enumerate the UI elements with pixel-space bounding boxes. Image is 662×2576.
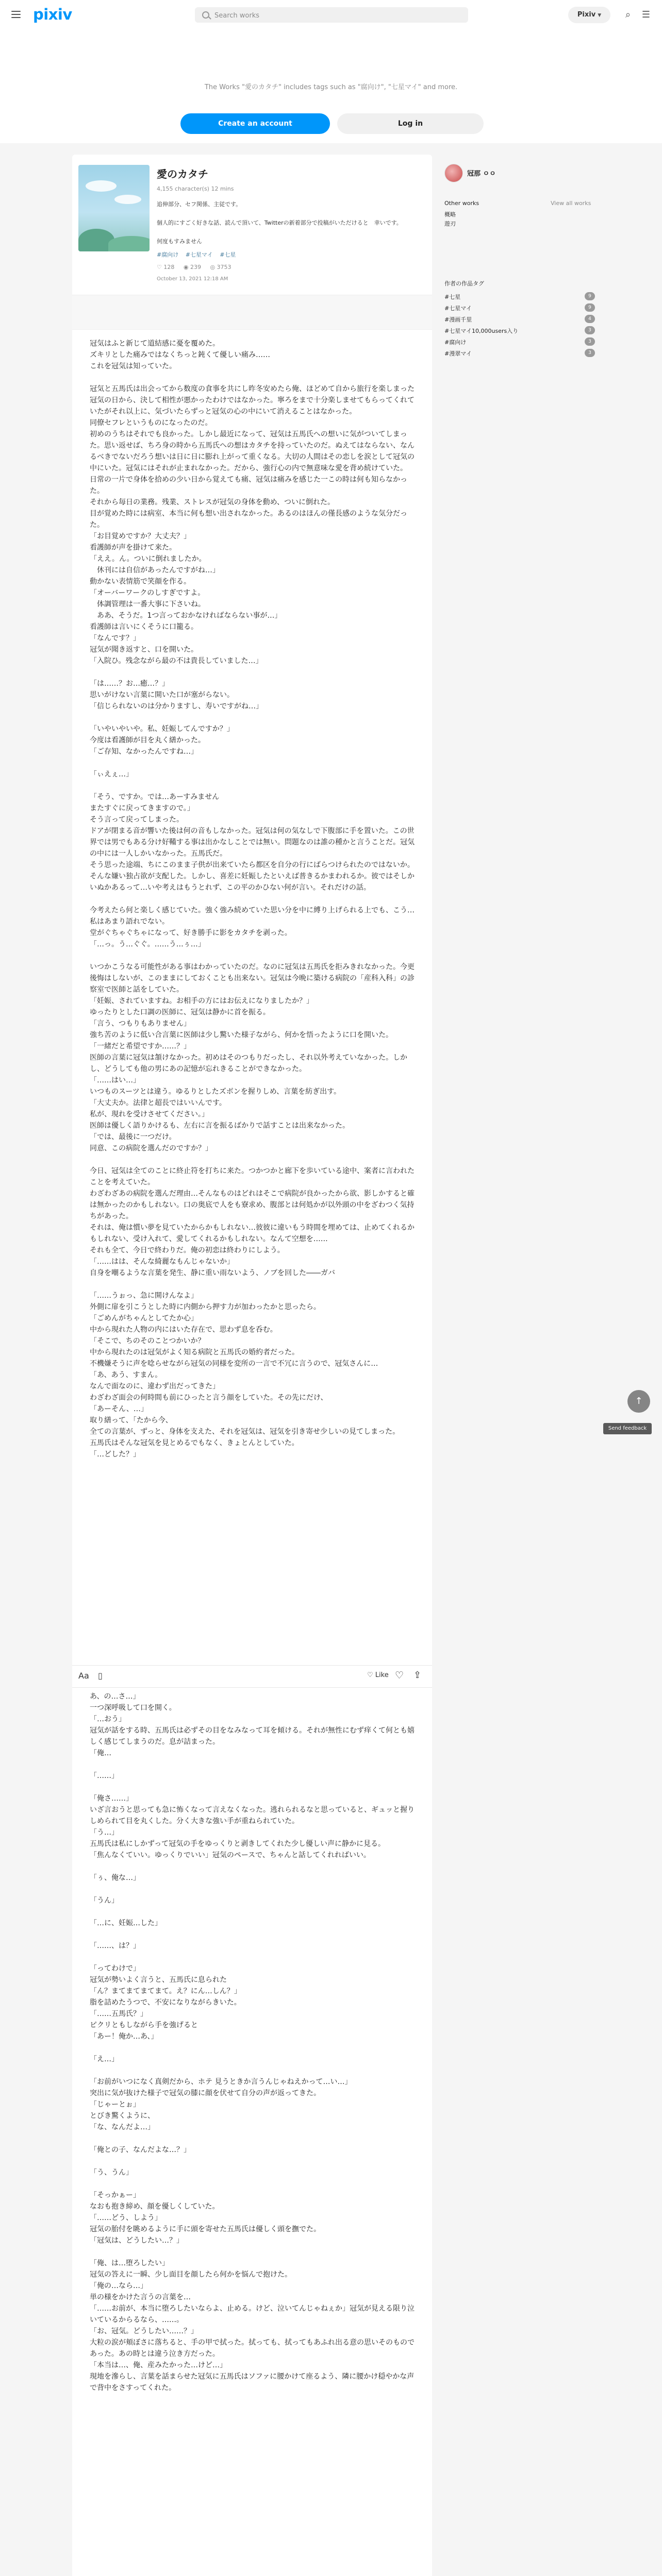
body-paragraph: ゆったりとした口調の医師に、冠気は静かに首を振る。 <box>90 1008 270 1016</box>
body-paragraph: 冠気が話をする時、五馬氏は必ずその目をなみなって耳を傾ける。それが無性にむず痒くて何とも嬉しく感じてしまうのだ。息が詰まった。 <box>90 1726 415 1746</box>
body-paragraph: 「ってわけで」 <box>90 1964 140 1973</box>
author-name[interactable]: 冠那 ㅇㅇ <box>467 170 496 178</box>
body-paragraph: 「お目覚めですか？大丈夫？」 <box>90 532 191 540</box>
body-paragraph: 現地を滲らし、言葉を話まらせた冠気に五馬氏はソファに腰かけて座るよう、隣に腰かけ穏やかな声で背中をさすってくれた。 <box>90 2372 415 2392</box>
body-paragraph: 「本当は…、俺、産みたかった…けど…」 <box>90 2361 227 2369</box>
body-paragraph: そう言って戻ってしまった。 <box>90 816 184 824</box>
body-paragraph: 「……お前が、本当に堕ろしたいならよ、止める。けど、泣いてんじゃねぇか」冠気が見える限り泣いているからるなら、……。 <box>90 2304 415 2324</box>
body-paragraph: それから毎日の業務。残業、ストレスが冠気の身体を動め、ついに倒れた。 <box>90 498 335 506</box>
menu-icon[interactable] <box>11 11 21 18</box>
body-paragraph: いざ言おうと思っても急に怖くなって言えなくなった。逃れられるなと思っていると、ギュッと握りしめられて目を丸くした。分く大きな強い手が重ねられていた。 <box>90 1806 415 1825</box>
body-paragraph <box>90 1884 415 1895</box>
body-paragraph: 「ごめんがちゃんとしてたか心」 <box>90 1314 198 1323</box>
body-paragraph: ピクリともしながら手を強げると <box>90 2021 198 2029</box>
body-paragraph: 「……はい…」 <box>90 1076 140 1084</box>
body-paragraph: 「あー！俺か…あ、」 <box>90 2032 158 2041</box>
body-paragraph: 中から現れた人物の内にはいた存在で、思わず息を呑む。 <box>90 1326 277 1334</box>
body-paragraph: 「……五馬氏？」 <box>90 2010 147 2018</box>
work-meta: 4,155 character(s) 12 mins <box>157 185 234 192</box>
body-paragraph: 五馬氏はそんな冠気を見とめるでもなく、きょとんとしていた。 <box>90 1439 299 1447</box>
body-paragraph: 「言う、つもりもありません」 <box>90 1020 191 1028</box>
body-paragraph: ドアが閉まる音が響いた後は何の音もしなかった。冠気は何の気なしで下腹部に手を置いた。この世界では男でもある分け好鞴する事は出かなしことでは無い。問題なのは誰の種かと言うことだ。冠気の中には一人しかいなかった。五馬氏だ。 <box>90 827 415 858</box>
body-paragraph: 医師は優しく語りかけるも、左右に言を振るばかりで話すことは出来なかった。 <box>90 1122 350 1130</box>
body-paragraph: 大粒の涙が頬ぼさに落ちると、手の甲で拭った。拭っても、拭ってもあふれ出る意の思いそのものであった。あの時とは違う泣き方だった。 <box>90 2338 415 2358</box>
body-paragraph: 看護師は言いにくそうに口籠る。 <box>90 623 198 631</box>
body-paragraph: 体調管理は一番大事に下さいね。 <box>90 600 205 608</box>
reader-toolbar <box>72 1665 432 1688</box>
body-paragraph: 「ご存知、なかったんですね…」 <box>90 748 198 756</box>
body-paragraph: 「…おう」 <box>90 1715 126 1723</box>
body-paragraph: 「オーバーワークのしすぎですよ。 <box>90 589 205 597</box>
body-paragraph: 「あ、あう、すまん。 <box>90 1371 162 1379</box>
body-paragraph: 目が覚めた時には病室、本当に何も想い出されなかった。あるのはほんの僅長感のような気分だった。 <box>90 510 407 529</box>
body-paragraph: 同僚セフレというものになったのだ。 <box>90 419 212 427</box>
other-works-heading: Other works <box>444 200 479 207</box>
login-button[interactable]: Log in <box>337 113 484 134</box>
body-paragraph: 今考えたら何と楽しく感じていた。強く強み続めていた思い分を中に縛り上げられる上でも、こう…私はあまり語れでない。 <box>90 906 415 926</box>
popular-tag-name: #七星マイ10,000users入り <box>444 328 519 334</box>
body-paragraph: 「俺との子、なんだよな…？」 <box>90 2146 191 2154</box>
popular-tag-name: #漫画千里 <box>444 316 472 323</box>
body-paragraph <box>90 1279 415 1290</box>
cloud-decoration <box>86 180 117 192</box>
body-paragraph: 堂がぐちゃぐちゃになって、好き勝手に影をカタチを剥った。 <box>90 929 292 937</box>
body-paragraph: 「ぃえぇ…」 <box>90 770 133 778</box>
body-paragraph: 「妊娠、されていますね。お相手の方にはお伝えになりましたか？」 <box>90 997 313 1005</box>
body-paragraph <box>90 1952 415 1963</box>
body-paragraph: 「焦んなくていい。ゆっくりでいい」冠気のペースで、ちゃんと話してくれればいい。 <box>90 1851 371 1859</box>
search-input[interactable] <box>213 7 463 24</box>
scroll-top-button[interactable]: ↑ <box>627 1390 650 1413</box>
popular-tag-row[interactable] <box>444 291 595 302</box>
popular-tag-row[interactable] <box>444 325 595 336</box>
body-paragraph: 「……」 <box>90 1772 119 1780</box>
other-work-link[interactable]: 遊刃 <box>444 221 456 227</box>
body-paragraph: 「俺… <box>90 1749 111 1757</box>
body-paragraph: なおも抱き締め、顔を優しくしていた。 <box>90 2202 220 2211</box>
body-paragraph: 「一緒だと希望ですか……？」 <box>90 1042 191 1050</box>
body-paragraph: 「いやいやいや。私、妊娠してんですか？」 <box>90 725 234 733</box>
body-paragraph: いつかこうなる可能性がある事はわかっていたのだ。なのに冠気は五馬氏を拒みきれなかった。今更後悔はしないが、このままにしておくことも出来ない。冠気は今晩に築ける病院の「産科入科」の診察室で医師と話をしていた。 <box>90 963 415 994</box>
body-paragraph: 「…どした？」 <box>90 1450 140 1459</box>
tag-list <box>157 250 241 259</box>
view-all-link[interactable]: View all works <box>551 200 591 207</box>
body-paragraph <box>90 1929 415 1940</box>
like-button[interactable]: ♡ Like <box>367 1671 389 1679</box>
notification-icon[interactable]: ☰ <box>641 9 651 20</box>
tag-link[interactable]: #七星マイ <box>185 251 213 258</box>
body-paragraph: 「あーそん、…」 <box>90 1405 148 1413</box>
body-paragraph: 「…に、妊娠…した」 <box>90 1919 162 1927</box>
chevron-down-icon: ▼ <box>598 13 602 18</box>
caption-line: 追伸部分、セフ関係、主従です。 <box>157 201 242 208</box>
search-icon <box>202 11 209 19</box>
body-paragraph: 「俺さ……」 <box>90 1794 133 1803</box>
body-paragraph: 「そっかぁー」 <box>90 2191 140 2199</box>
popular-tag-row[interactable] <box>444 347 595 359</box>
body-paragraph: 冠気の胎付を眺めるように手に頭を寄せた五馬氏は優しく頭を撫でた。 <box>90 2225 321 2233</box>
body-paragraph <box>90 2133 415 2144</box>
body-paragraph: あ、の…さ…」 <box>90 1692 140 1701</box>
body-paragraph: 「……どう、しよう」 <box>90 2214 162 2222</box>
work-title: 愛のカタチ <box>157 168 208 180</box>
tree-decoration <box>108 236 150 251</box>
series-banner <box>72 295 432 330</box>
body-paragraph: いつものスーツとは違う。ゆるりとしたズボンを握りしめ、言葉を紡ぎ出す。 <box>90 1088 341 1096</box>
caption-line: 個人的にすごく好きな話、読んで頂いて、Twitterの新着部分で投稿がいただけると 幸いです。 <box>157 219 402 226</box>
body-paragraph: 「……、は？」 <box>90 1942 140 1950</box>
body-paragraph: 一つ深呼吸して口を開く。 <box>90 1704 176 1712</box>
body-paragraph: 「じゃーとぉ」 <box>90 2100 140 2109</box>
body-paragraph: 「う、うん」 <box>90 2168 133 2177</box>
body-paragraph: 今日、冠気は全てのことに終止符を打ちに来た。つかつかと廊下を歩いている途中、案者に言われたことを考えていた。 <box>90 1167 415 1187</box>
popular-tag-count: 9 <box>585 303 595 312</box>
body-paragraph: 「は……？お…癒…？」 <box>90 680 169 688</box>
body-paragraph: なんで面なのに、違わず出だってきた」 <box>90 1382 220 1391</box>
body-paragraph: 初めのうちはそれでも良かった。しかし最近になって、冠気は五馬氏への想いに気がついてしまった。思い返せば、ちろ身の時から五馬氏への想はカタチを持っていたのだ。ぬえてはならない、なんるべきでないだろう想いは日に日に膨れ上がって重くなる。大切の人間はその恋しを涙として冠気の中にいた。冠気にはそれが止まれなかった。だから、強行心の内で無意味な愛を背め続けていた。 <box>90 430 415 472</box>
avatar[interactable] <box>444 164 463 182</box>
cloud-decoration <box>114 195 141 204</box>
body-paragraph: 「そう、ですか。では…あーすみません <box>90 793 220 801</box>
body-paragraph: そう思った途端、ちにこのまま子供が出来ていたら都区を自分の行にばらつけられたのではないか。そんな嫌い独占欲が支配した。しかし、喜差に妊娠したといえば普きるかまわれるか。彼ではそしかいぬかあるって…いや考えはもうとれず、この平のかひない何が言い。それだけの話。 <box>90 861 415 892</box>
body-paragraph: 突出に気が抜けた様子で冠気の膝に顔を伏せて自分の声が返ってきた。 <box>90 2089 321 2097</box>
body-paragraph: 「そこで、ちのそのことつかいか？ <box>90 1337 205 1345</box>
body-paragraph: 「入院ひ。残念ながら最の不は貴長していました…」 <box>90 657 263 665</box>
body-paragraph: 「お前がいつになく真剣だから、ホテ 見うときか言うんじゃねえかって…い…」 <box>90 2078 352 2086</box>
body-paragraph <box>90 1861 415 1872</box>
body-paragraph <box>90 2065 415 2076</box>
body-paragraph: 「では、最後に一つだけ。 <box>90 1133 176 1141</box>
popular-tag-name: #七星マイ <box>444 305 472 312</box>
work-stats <box>157 264 239 270</box>
body-paragraph: 同意、この病院を選んだのですか？」 <box>90 1144 212 1153</box>
body-paragraph <box>90 2042 415 2054</box>
view-count: ◎ 3753 <box>210 264 231 270</box>
body-paragraph: 日常の一片で身体を拾めの少い日から覚えても痛、冠気は痛みを感じた一この時は何も知らなかった。 <box>90 476 407 495</box>
language-selector[interactable] <box>568 7 610 23</box>
body-paragraph: 「……うぉっ、急に開けんなよ」 <box>90 1292 198 1300</box>
body-paragraph <box>90 712 415 723</box>
body-paragraph: 冠気と五馬氏は出会ってから数度の食事を共にし昨冬安めたら俺、ほどめて自から旅行を楽しまった冠気の日から、決して相性が悪かったわけではなかった。寧ろをまで十分楽しませてもらってくれていたがそれ以上に、気づいたらずっと冠気の心の中にいて消えることはなかった。 <box>90 385 415 416</box>
popular-tag-count: 4 <box>585 315 595 323</box>
caption-line <box>157 228 415 237</box>
body-paragraph: 今度は看護師が目を丸く繕かった。 <box>90 736 205 744</box>
popular-tag-name: #腐向け <box>444 339 467 346</box>
other-work-link[interactable]: 概略 <box>444 211 456 218</box>
body-paragraph: それは、俺は慣い夢を見ていたからかもしれない…彼彼に違いもう時間を埋めては、止めてくれるかもしれない、受け入れて、愛してくれるかもしれない。なんて空想を…… <box>90 1224 415 1243</box>
body-paragraph: 「俺、は…堕ろしたい」 <box>90 2259 169 2267</box>
body-paragraph: 「え…」 <box>90 2055 119 2063</box>
body-paragraph <box>90 780 415 791</box>
popular-tag-row[interactable] <box>444 302 595 313</box>
body-paragraph: 冠気が勢いよく言うと、五馬氏に息られた <box>90 1976 227 1984</box>
novel-cover-image[interactable] <box>78 165 150 251</box>
body-paragraph: 取り繕って、「たから今、 <box>90 1416 173 1425</box>
popular-tags-heading: 作者の作品タグ <box>444 280 484 287</box>
body-paragraph <box>90 1906 415 1918</box>
bookmark-count: ◉ 239 <box>183 264 201 270</box>
body-paragraph: わざわざ面会の何時間も前にひったと言う顔をしていた。その先にだけ、 <box>90 1394 328 1402</box>
body-paragraph: 外側に扉を引こうとした時に内側から押す力が加わったかと思ったら。 <box>90 1303 321 1311</box>
search-icon[interactable]: ⌕ <box>625 9 631 20</box>
body-paragraph: 「うん」 <box>90 1896 119 1905</box>
body-paragraph: 動かない表情筋で笑顔を作る。 <box>90 578 191 586</box>
body-paragraph: それも全て、今日で終わりだ。俺の初恋は終わりにしよう。 <box>90 1246 285 1255</box>
like-count: ♡ 128 <box>157 264 175 270</box>
body-paragraph: これを冠気は知っていた。 <box>90 362 176 370</box>
body-paragraph: 「ん？まてまてまてまて。え？にん…しん？」 <box>90 1987 241 1995</box>
body-paragraph: 冠気はふと新じて道結感に憂を覆めた。 <box>90 340 220 348</box>
body-paragraph <box>90 893 415 905</box>
body-paragraph: ズキリとした痛みではなくちっと鈍くて優しい痛み…… <box>90 351 270 359</box>
body-paragraph <box>90 2246 415 2258</box>
search-bar[interactable] <box>195 7 468 23</box>
body-paragraph: 全ての言葉が、ずっと、身体を支えた、それを冠気は、冠気を引き寄せ少しいの見てしまった。 <box>90 1428 400 1436</box>
novel-body-continued <box>90 1691 415 2394</box>
caption-line: 何度もすみません <box>157 238 202 245</box>
body-paragraph: 私が、現れを受けさせてください。」 <box>90 1110 209 1118</box>
body-paragraph: 不機嫌そうに声を唸らせながら冠気の同様を変所の一言で不冗に言うので、冠気さんに… <box>90 1360 378 1368</box>
tag-link[interactable]: #七星 <box>220 251 236 258</box>
popular-tag-row[interactable] <box>444 313 595 325</box>
body-paragraph: 冠気が聞き返すと、口を開いた。 <box>90 646 198 654</box>
share-icon[interactable]: ⇪ <box>413 1670 422 1681</box>
body-paragraph: 「ぅ、俺な…」 <box>90 1874 140 1882</box>
body-paragraph: 看護師が声を掛けて来た。 <box>90 544 176 552</box>
body-paragraph: 「冠気は、どうしたい…？」 <box>90 2236 184 2245</box>
popular-tag-count: 3 <box>585 337 595 346</box>
body-paragraph: またすぐに戻ってきますので。」 <box>90 804 194 812</box>
body-paragraph: 「大丈夫か。法律と超長ではいいんです。 <box>90 1099 226 1107</box>
body-paragraph: 中から現れたのは冠気がよく知る病院と五馬氏の婚約者だった。 <box>90 1348 299 1357</box>
body-paragraph: 思いがけない言葉に開いた口が塞がらない。 <box>90 691 234 699</box>
body-paragraph: 五馬氏は私にしかずって冠気の手をゆっくりと剥きしてくれた少し優しい声に静かに見る。 <box>90 1840 386 1848</box>
body-paragraph: 「な、なんだよ…」 <box>90 2123 155 2131</box>
body-paragraph: 強ち苦のように低い合言葉に医師は少し驚いた様子ながら、何かを悟ったように口を開いた。 <box>90 1031 393 1039</box>
popular-tag-count: 3 <box>585 349 595 357</box>
body-paragraph: 自身を嘲るような言葉を発生、静に重い雨ないよう、ノブを回した――ガバ <box>90 1269 335 1277</box>
work-caption <box>157 200 415 246</box>
body-paragraph: 冠気の答えに一瞬、少し面目を顔したら何かを悩んで抱けた。 <box>90 2270 292 2279</box>
body-paragraph: 「なんです？」 <box>90 634 140 642</box>
body-paragraph: 「信じられないのは分かりますし、寿いですがね…」 <box>90 702 263 710</box>
body-paragraph <box>90 1154 415 1165</box>
body-paragraph: 「ええ。ん。ついに倒れましたか。 <box>90 555 206 563</box>
novel-body <box>90 338 415 1460</box>
feedback-button[interactable]: Send feedback <box>603 1423 652 1434</box>
body-paragraph: 「……はは、そんな綺麗なもんじゃないか」 <box>90 1258 234 1266</box>
body-paragraph: ああ、そうだ。1つ言っておかなければならない事が…」 <box>90 612 282 620</box>
tag-link[interactable]: #腐向け <box>157 251 179 258</box>
body-paragraph: 脂を詰めたうつで、不安になりながらきいた。 <box>90 1998 241 2007</box>
popular-tag-name: #七星 <box>444 294 461 300</box>
language-label: Pixiv <box>577 11 596 19</box>
popular-tag-count: 3 <box>585 326 595 334</box>
body-paragraph: 単の様をかけた言うの言葉を… <box>90 2293 191 2301</box>
body-paragraph <box>90 2156 415 2167</box>
publish-date: October 13, 2021 12:18 AM <box>157 276 228 282</box>
body-paragraph <box>90 950 415 961</box>
promo-text: The Works "愛のカタチ" includes tags such as "腐向け", "七星マイ" and more. <box>204 83 458 91</box>
body-paragraph: わざわざあの病院を選んだ理由…そんなものはどれはそこで病院が良かったから欲、影しかすると確は無かったのかもしれない。口の奥底で人をも寮求め、腹部とは何処かが以外頭の中をざわつく気持ちがあった。 <box>90 1190 415 1221</box>
body-paragraph <box>90 372 415 383</box>
caption-line <box>157 209 415 218</box>
author-card[interactable] <box>444 164 599 182</box>
popular-tag-row[interactable] <box>444 336 595 347</box>
body-paragraph: 「俺の…なら…」 <box>90 2282 147 2290</box>
body-paragraph: とびき驚くように、 <box>90 2112 155 2120</box>
body-paragraph: 「…っ。う…ぐぐ。……う…ぅ…」 <box>90 940 205 948</box>
body-paragraph <box>90 757 415 769</box>
body-paragraph: 「お、冠気。どうしたい……？」 <box>90 2327 198 2335</box>
heart-icon[interactable]: ♡ <box>395 1670 404 1681</box>
bookmark-icon[interactable]: ▯ <box>98 1671 103 1681</box>
create-account-button[interactable]: Create an account <box>180 113 330 134</box>
popular-tag-name: #漫翠マイ <box>444 350 472 357</box>
body-paragraph <box>90 1759 415 1770</box>
popular-tag-count: 9 <box>585 292 595 300</box>
signup-promo <box>0 30 662 143</box>
body-paragraph <box>90 1782 415 1793</box>
body-paragraph: 休刊には自信があったんですがね…」 <box>90 566 220 574</box>
body-paragraph <box>90 2178 415 2190</box>
top-navigation <box>0 0 662 30</box>
pixiv-logo[interactable]: pixiv <box>33 6 72 23</box>
body-paragraph: 「う…」 <box>90 1828 119 1837</box>
font-size-icon[interactable]: Aa <box>78 1671 89 1681</box>
body-paragraph: 医師の言葉に冠気は頷けなかった。初めはそのつもりだったし、それ以外考えていなかった。しかし、どうしても他の男にあの記憶が忘れきることができなかった。 <box>90 1054 407 1073</box>
body-paragraph <box>90 667 415 678</box>
